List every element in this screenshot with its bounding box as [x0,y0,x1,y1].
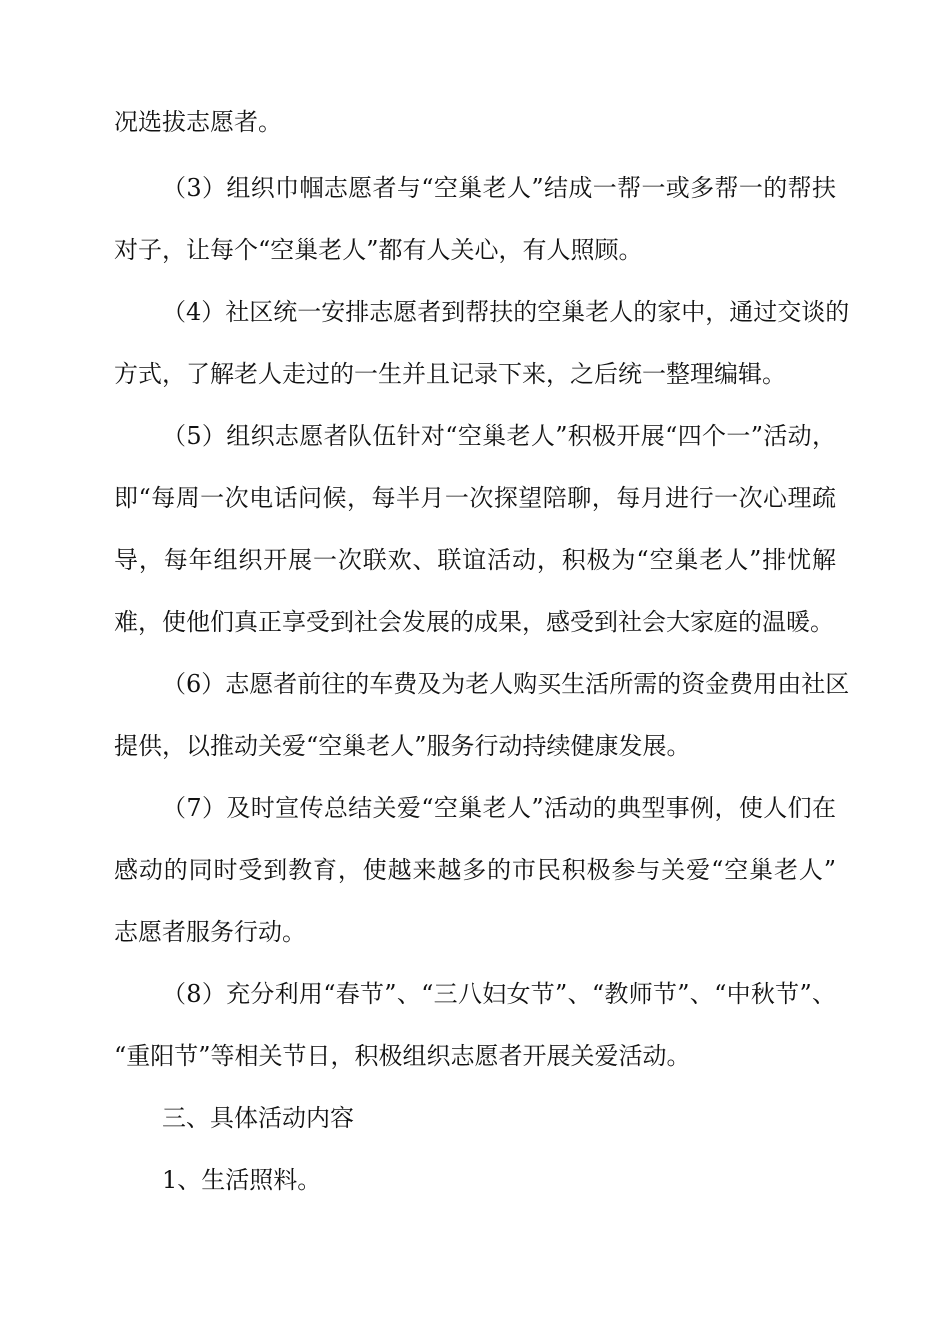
paragraph-8-first-line: （8）充分利用“春节”、“三八妇女节”、“教师节”、“中秋节”、 [162,980,836,1008]
text-line: 导，每年组织开展一次联欢、联谊活动，积极为“空巢老人”排忧解 [114,546,836,574]
text-line: “重阳节”等相关节日，积极组织志愿者开展关爱活动。 [114,1042,691,1070]
section-heading: 三、具体活动内容 [162,1104,354,1132]
paragraph-3-first-line: （3）组织巾帼志愿者与“空巢老人”结成一帮一或多帮一的帮扶 [162,174,836,202]
text-line: 感动的同时受到教育，使越来越多的市民积极参与关爱“空巢老人” [114,856,836,884]
paragraph-4-first-line: （4）社区统一安排志愿者到帮扶的空巢老人的家中，通过交谈的 [162,298,850,326]
text-line: 难，使他们真正享受到社会发展的成果，感受到社会大家庭的温暖。 [114,608,834,636]
text-line: 方式，了解老人走过的一生并且记录下来，之后统一整理编辑。 [114,360,786,388]
text-line: 对子，让每个“空巢老人”都有人关心，有人照顾。 [114,236,643,264]
text-line: 况选拔志愿者。 [114,108,282,136]
text-line: 志愿者服务行动。 [114,918,306,946]
paragraph-7-first-line: （7）及时宣传总结关爱“空巢老人”活动的典型事例，使人们在 [162,794,836,822]
subsection-heading: 1、生活照料。 [162,1166,322,1194]
paragraph-5-first-line: （5）组织志愿者队伍针对“空巢老人”积极开展“四个一”活动， [162,422,836,450]
text-line: 提供，以推动关爱“空巢老人”服务行动持续健康发展。 [114,732,691,760]
text-line: 即“每周一次电话问候，每半月一次探望陪聊，每月进行一次心理疏 [114,484,836,512]
paragraph-6-first-line: （6）志愿者前往的车费及为老人购买生活所需的资金费用由社区 [162,670,850,698]
